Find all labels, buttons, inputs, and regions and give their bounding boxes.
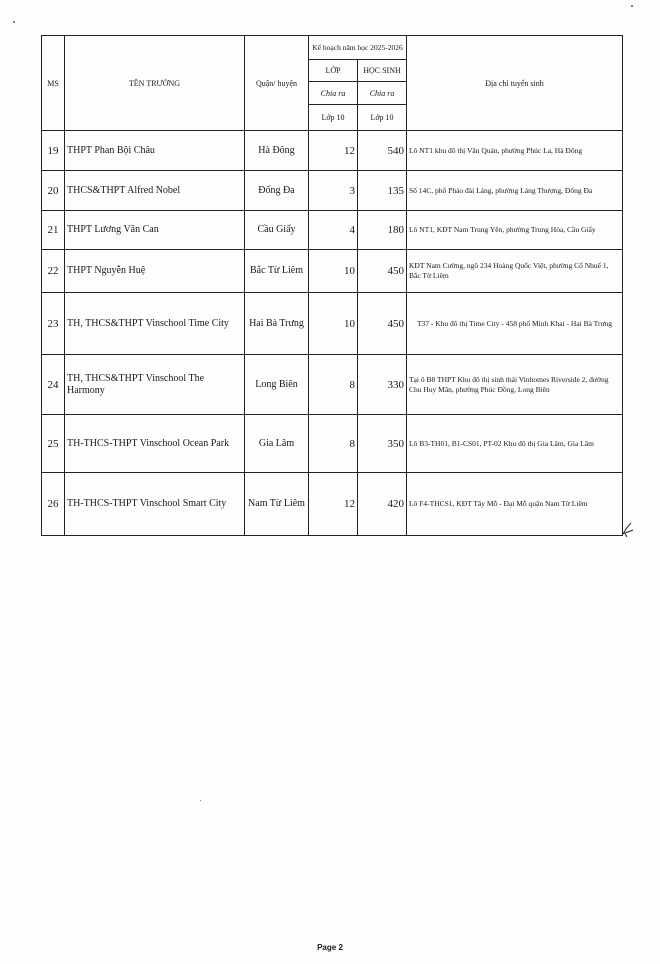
header-district: Quận/ huyện xyxy=(245,36,309,131)
table-row xyxy=(42,415,623,473)
row-ms: 24 xyxy=(42,355,65,415)
scan-speck xyxy=(631,5,633,7)
header-breakdown-classes: Chia ra xyxy=(309,82,358,105)
row-classes: 10 xyxy=(309,293,358,355)
page-number: Page 2 xyxy=(317,943,343,952)
row-students: 350 xyxy=(358,415,407,473)
row-ms: 25 xyxy=(42,415,65,473)
row-school-name: TH, THCS&THPT Vinschool Time City xyxy=(65,293,245,355)
row-classes: 4 xyxy=(309,211,358,250)
row-classes: 3 xyxy=(309,171,358,211)
table-row xyxy=(42,473,623,536)
row-school-name: TH, THCS&THPT Vinschool The Harmony xyxy=(65,355,245,415)
header-plan-year: Kế hoạch năm học 2025-2026 xyxy=(309,36,407,60)
row-district: Bắc Từ Liêm xyxy=(245,250,309,293)
table-row xyxy=(42,250,623,293)
row-students: 540 xyxy=(358,131,407,171)
header-grade10-classes: Lớp 10 xyxy=(309,105,358,131)
row-ms: 22 xyxy=(42,250,65,293)
row-classes: 10 xyxy=(309,250,358,293)
scan-speck xyxy=(200,800,201,801)
header-students: HỌC SINH xyxy=(358,60,407,82)
header-school-name: TÊN TRƯỜNG xyxy=(65,36,245,131)
row-students: 450 xyxy=(358,250,407,293)
row-students: 135 xyxy=(358,171,407,211)
enrollment-table xyxy=(41,35,623,536)
signature-mark-icon xyxy=(619,521,635,539)
row-classes: 8 xyxy=(309,355,358,415)
row-district: Nam Từ Liêm xyxy=(245,473,309,536)
row-district: Cầu Giấy xyxy=(245,211,309,250)
row-school-name: THCS&THPT Alfred Nobel xyxy=(65,171,245,211)
row-district: Gia Lâm xyxy=(245,415,309,473)
row-address: Lô NT1, KĐT Nam Trung Yên, phường Trung Hòa, Cầu Giấy xyxy=(407,211,623,250)
row-ms: 21 xyxy=(42,211,65,250)
row-classes: 12 xyxy=(309,473,358,536)
header-grade10-students: Lớp 10 xyxy=(358,105,407,131)
header-classes: LỚP xyxy=(309,60,358,82)
row-address: Lô F4-THCS1, KĐT Tây Mỗ - Đại Mỗ quận Nam Từ Liêm xyxy=(407,473,623,536)
table-row xyxy=(42,293,623,355)
scan-speck xyxy=(13,21,15,23)
row-school-name: THPT Nguyễn Huệ xyxy=(65,250,245,293)
row-ms: 26 xyxy=(42,473,65,536)
table-row xyxy=(42,355,623,415)
header-address: Địa chỉ tuyển sinh xyxy=(407,36,623,131)
header-ms: MS xyxy=(42,36,65,131)
table-row xyxy=(42,171,623,211)
row-school-name: TH-THCS-THPT Vinschool Smart City xyxy=(65,473,245,536)
row-address: KĐT Nam Cường, ngõ 234 Hoàng Quốc Việt, phường Cổ Nhuế 1, Bắc Từ Liêm xyxy=(407,250,623,293)
row-district: Hai Bà Trưng xyxy=(245,293,309,355)
row-district: Đống Đa xyxy=(245,171,309,211)
row-students: 450 xyxy=(358,293,407,355)
table-row xyxy=(42,211,623,250)
row-classes: 8 xyxy=(309,415,358,473)
row-address: Lô NT1 khu đô thị Văn Quán, phường Phúc La, Hà Đông xyxy=(407,131,623,171)
row-ms: 23 xyxy=(42,293,65,355)
row-school-name: TH-THCS-THPT Vinschool Ocean Park xyxy=(65,415,245,473)
header-breakdown-students: Chia ra xyxy=(358,82,407,105)
row-address: Lô B3-TH01, B1-CS01, PT-02 Khu đô thị Gia Lâm, Gia Lâm xyxy=(407,415,623,473)
row-ms: 20 xyxy=(42,171,65,211)
row-school-name: THPT Lương Văn Can xyxy=(65,211,245,250)
row-address: Tại ô B8 THPT Khu đô thị sinh thái Vinhomes Riverside 2, đường Chu Huy Mân, phường Phúc Đồng, Long Biên xyxy=(407,355,623,415)
row-students: 330 xyxy=(358,355,407,415)
table-row xyxy=(42,131,623,171)
row-district: Hà Đông xyxy=(245,131,309,171)
row-address: Số 14C, phố Pháo đài Láng, phường Láng Thượng, Đống Đa xyxy=(407,171,623,211)
row-students: 180 xyxy=(358,211,407,250)
row-students: 420 xyxy=(358,473,407,536)
row-ms: 19 xyxy=(42,131,65,171)
row-school-name: THPT Phan Bội Châu xyxy=(65,131,245,171)
row-district: Long Biên xyxy=(245,355,309,415)
row-address: T37 - Khu đô thị Time City - 458 phố Minh Khai - Hai Bà Trưng xyxy=(407,293,623,355)
row-classes: 12 xyxy=(309,131,358,171)
